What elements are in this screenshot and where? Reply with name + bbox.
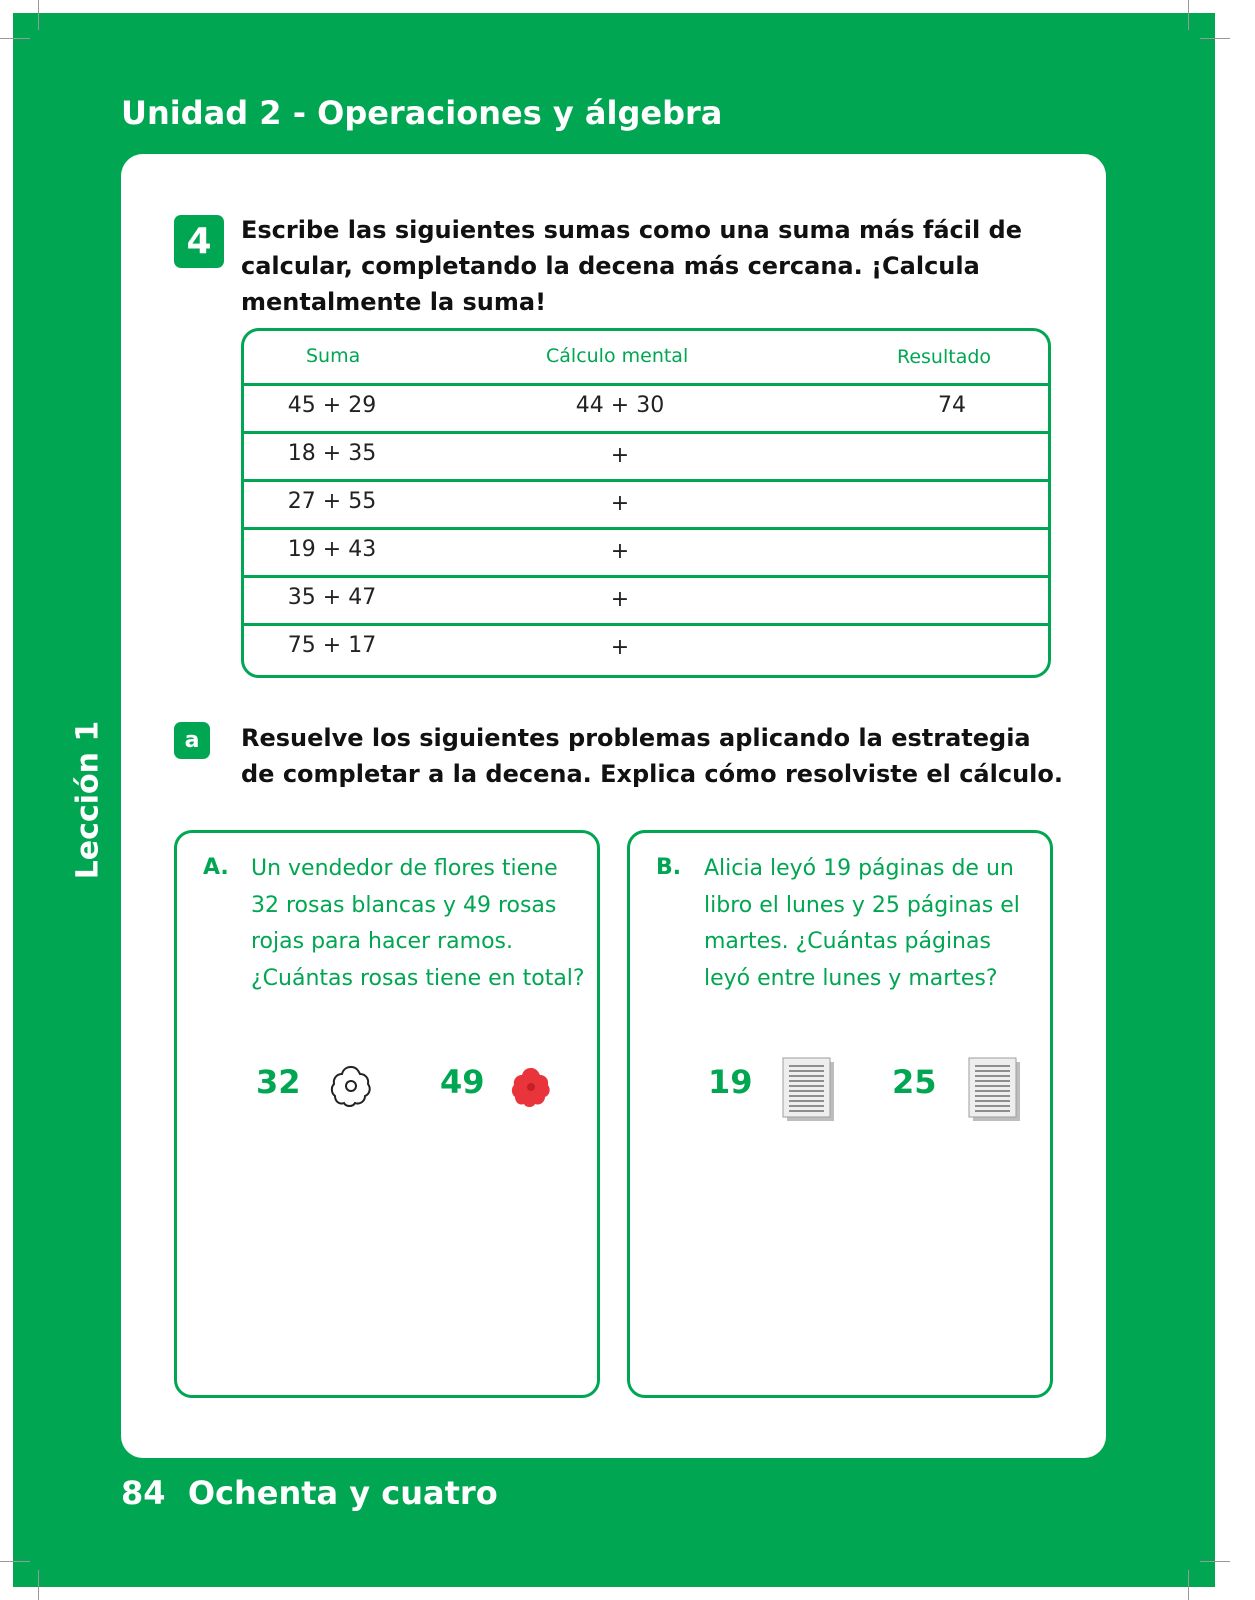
table-divider [244, 527, 1048, 530]
table-cell-calculo: + [610, 443, 630, 468]
table-cell-suma: 75 + 17 [287, 633, 377, 658]
crop-mark [1188, 0, 1189, 30]
page-number-text: Ochenta y cuatro [187, 1474, 498, 1512]
lesson-side-tab [58, 720, 118, 880]
table-header-resultado: Resultado [897, 346, 992, 368]
crop-mark [0, 38, 30, 39]
crop-mark [1200, 1561, 1230, 1562]
table-divider [244, 479, 1048, 482]
table-cell-suma: 27 + 55 [287, 489, 377, 514]
table-header-calculo: Cálculo mental [546, 345, 689, 367]
crop-mark [0, 1561, 30, 1562]
problem-box-b[interactable] [627, 830, 1053, 1398]
problem-letter: B. [656, 855, 682, 880]
table-cell-suma: 35 + 47 [287, 585, 377, 610]
table-cell-suma: 19 + 43 [287, 537, 377, 562]
table-header-suma: Suma [306, 345, 361, 367]
table-cell-calculo: + [610, 587, 630, 612]
mental-math-table [241, 328, 1051, 678]
table-cell-resultado: 74 [938, 393, 966, 418]
problem-value: 25 [892, 1063, 937, 1101]
table-cell-suma: 45 + 29 [287, 393, 377, 418]
unit-title: Unidad 2 - Operaciones y álgebra [121, 94, 723, 132]
red-flower-icon [510, 1065, 552, 1109]
table-divider [244, 575, 1048, 578]
problem-letter: A. [203, 855, 229, 880]
table-cell-calculo: + [610, 635, 630, 660]
page-number: 84 [121, 1474, 166, 1512]
problem-box-a[interactable] [174, 830, 600, 1398]
problem-text: Alicia leyó 19 páginas de un libro el lunes y 25 páginas el martes. ¿Cuántas páginas leyó entre lunes y martes? [704, 856, 1020, 991]
page-icon [782, 1057, 836, 1123]
exercise-letter-badge: a [174, 722, 210, 759]
exercise-4-instruction: Escribe las siguientes sumas como una suma más fácil de calcular, completando la decena más cercana. ¡Calcula mentalmente la suma! [241, 216, 1023, 316]
white-flower-icon [330, 1063, 372, 1109]
crop-mark [38, 0, 39, 30]
exercise-a-instruction: Resuelve los siguientes problemas aplicando la estrategia de completar a la decena. Explica cómo resolviste el cálculo. [241, 724, 1063, 788]
crop-mark [38, 1570, 39, 1600]
crop-mark [1188, 1570, 1189, 1600]
problem-value: 19 [708, 1063, 753, 1101]
page-footer [121, 1474, 498, 1512]
table-divider [244, 431, 1048, 434]
lesson-label: Lección 1 [70, 720, 106, 880]
table-cell-suma: 18 + 35 [287, 441, 377, 466]
table-cell-calculo: 44 + 30 [575, 393, 665, 418]
table-cell-calculo: + [610, 539, 630, 564]
problem-text: Un vendedor de flores tiene 32 rosas blancas y 49 rosas rojas para hacer ramos. ¿Cuántas rosas tiene en total? [251, 856, 585, 991]
page-icon [968, 1057, 1022, 1123]
table-divider [244, 383, 1048, 386]
table-cell-calculo: + [610, 491, 630, 516]
exercise-number-badge: 4 [174, 215, 224, 268]
problem-value: 49 [440, 1063, 485, 1101]
problem-value: 32 [256, 1063, 301, 1101]
crop-mark [1200, 38, 1230, 39]
table-divider [244, 623, 1048, 626]
